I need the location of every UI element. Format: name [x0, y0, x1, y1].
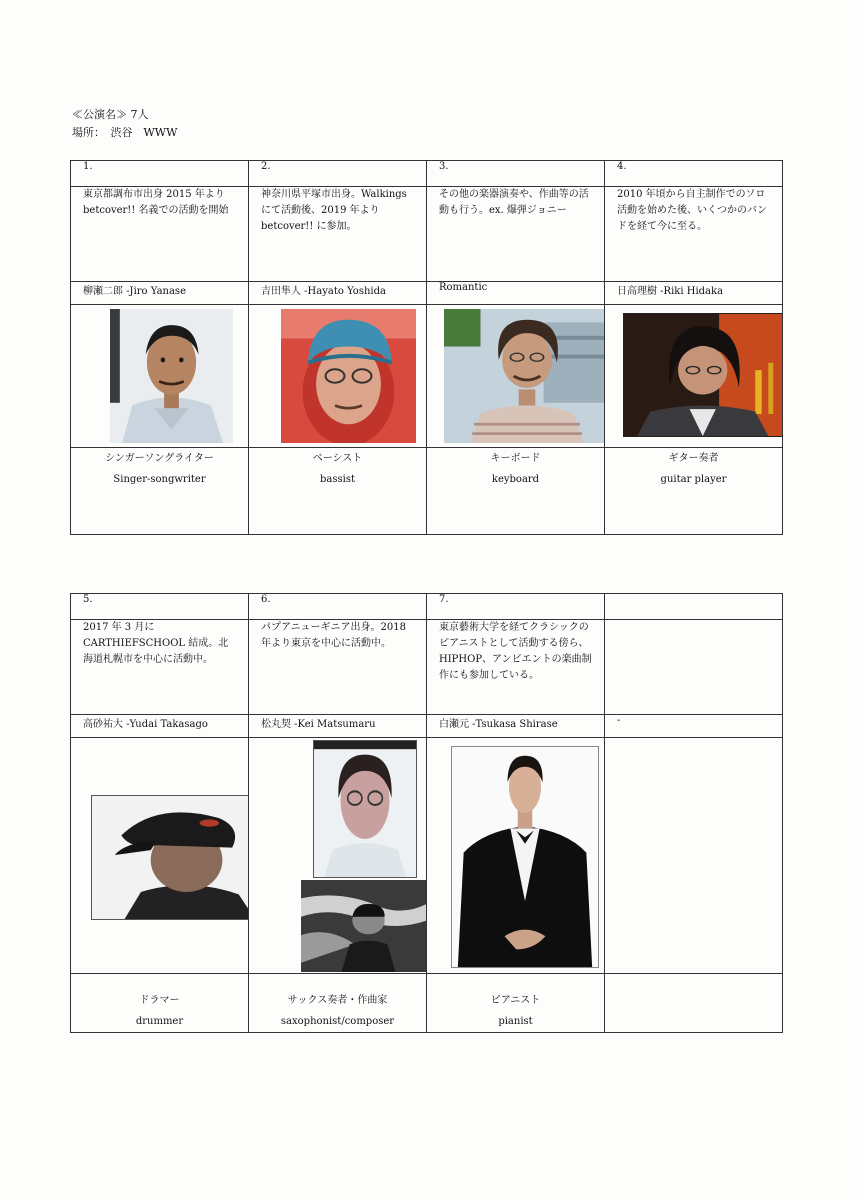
role-english: drummer: [135, 1016, 184, 1027]
member-name: -: [605, 715, 783, 738]
member-photo: [110, 309, 233, 443]
member-name: 柳瀬二郎 -Jiro Yanase: [71, 282, 249, 305]
member-photo: [444, 309, 605, 443]
member-description: 東京都調布市出身 2015 年より betcover!! 名義での活動を開始: [71, 187, 249, 282]
member-description: [605, 620, 783, 715]
member-number: 3.: [427, 161, 605, 187]
member-photo: [313, 740, 417, 878]
member-description: パプアニューギニア出身。2018 年より東京を中心に活動中。: [249, 620, 427, 715]
role-english: Singer-songwriter: [113, 474, 206, 485]
member-name: 日高理樹 -Riki Hidaka: [605, 282, 783, 305]
member-description: 東京藝術大学を経てクラシックのピアニストとして活動する傍ら、HIPHOP、アンビエントの楽曲制作にも参加している。: [427, 620, 605, 715]
description-row: [71, 187, 783, 282]
member-photo: [91, 795, 249, 920]
member-description: 神奈川県平塚市出身。Walkings にて活動後、2019 年より betcover!! に参加。: [249, 187, 427, 282]
member-number: 5.: [71, 594, 249, 620]
member-name: 吉田隼人 -Hayato Yoshida: [249, 282, 427, 305]
member-photo-secondary: [301, 880, 427, 972]
role-japanese: ピアニスト: [490, 995, 541, 1006]
member-number: 2.: [249, 161, 427, 187]
role-japanese: キーボード: [490, 453, 541, 464]
role-english: pianist: [498, 1016, 533, 1027]
role-japanese: サックス奏者・作曲家: [287, 995, 388, 1006]
member-photo: [451, 746, 599, 968]
member-description: 2010 年頃から自主制作でのソロ活動を始めた後、いくつかのバンドを経て今に至る。: [605, 187, 783, 282]
number-row: [71, 594, 783, 620]
role-english: bassist: [320, 474, 355, 485]
name-row: [71, 715, 783, 738]
role-english: guitar player: [660, 474, 727, 485]
description-row: [71, 620, 783, 715]
venue-line: 場所： 渋谷 WWW: [72, 126, 178, 139]
number-row: [71, 161, 783, 187]
name-row: [71, 282, 783, 305]
member-number: 1.: [71, 161, 249, 187]
member-number: [605, 594, 783, 620]
member-number: 4.: [605, 161, 783, 187]
event-title: ≪公演名≫ 7人: [72, 108, 149, 121]
member-description: その他の楽器演奏や、作曲等の活動も行う。ex. 爆弾ジョニー: [427, 187, 605, 282]
empty-photo-cell: [617, 738, 770, 973]
member-name: Romantic: [427, 282, 605, 305]
member-name: 高砂祐大 -Yudai Takasago: [71, 715, 249, 738]
member-name: 松丸契 -Kei Matsumaru: [249, 715, 427, 738]
member-photo: [623, 313, 783, 437]
photo-row: [71, 305, 783, 448]
role-japanese: ベーシスト: [312, 453, 363, 464]
member-number: 6.: [249, 594, 427, 620]
role-japanese: ドラマー: [139, 995, 180, 1006]
member-name: 白瀬元 -Tsukasa Shirase: [427, 715, 605, 738]
member-table-1: [70, 160, 783, 535]
role-japanese: ギター奏者: [668, 453, 719, 464]
member-number: 7.: [427, 594, 605, 620]
document-header: [72, 106, 177, 142]
member-description: 2017 年 3 月に CARTHIEFSCHOOL 結成。北海道札幌市を中心に活動中。: [71, 620, 249, 715]
role-row: [71, 448, 783, 535]
role-english: keyboard: [491, 474, 540, 485]
role-english: saxophonist/composer: [280, 1016, 395, 1027]
member-table-2: [70, 593, 783, 1033]
role-japanese: シンガーソングライター: [105, 453, 214, 464]
role-row: [71, 974, 783, 1033]
member-photo: [281, 309, 416, 443]
photo-row: [71, 738, 783, 974]
